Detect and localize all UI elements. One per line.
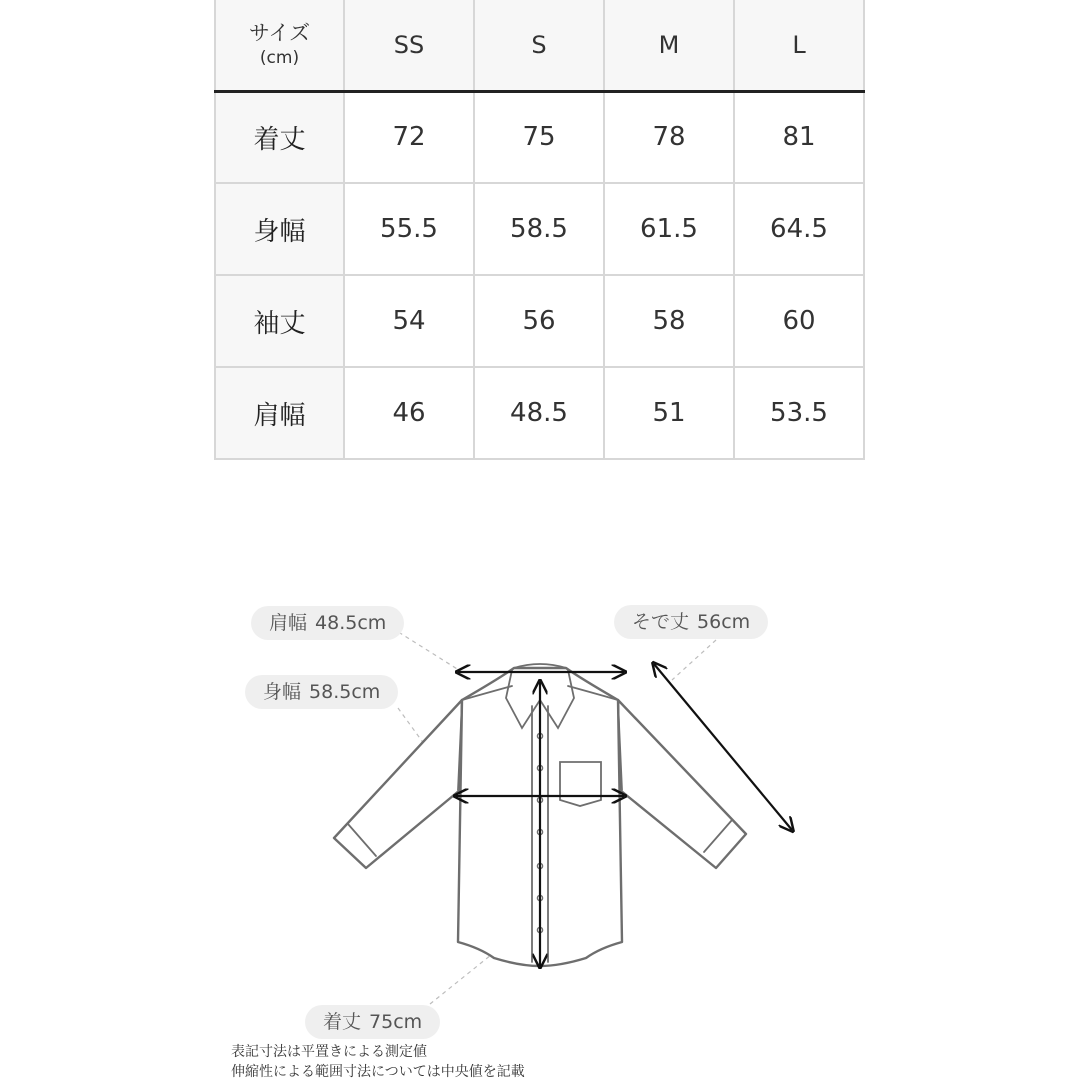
row-label-body-width: 身幅 <box>215 183 344 275</box>
row-label-shoulder: 肩幅 <box>215 367 344 459</box>
sleeve-label-name: そで丈 <box>632 611 690 633</box>
corner-label: サイズ <box>248 20 311 45</box>
table-cell: 72 <box>344 91 474 183</box>
shoulder-label-value: 48.5cm <box>315 612 387 634</box>
table-cell: 75 <box>474 91 604 183</box>
table-cell: 81 <box>734 91 864 183</box>
table-cell: 56 <box>474 275 604 367</box>
note-measurement: 表記寸法は平置きによる測定値 <box>231 1044 427 1060</box>
table-cell: 48.5 <box>474 367 604 459</box>
size-header-ss: SS <box>344 0 474 91</box>
length-label <box>305 1005 440 1039</box>
table-cell: 64.5 <box>734 183 864 275</box>
body-width-label-value: 58.5cm <box>309 681 381 703</box>
length-label-name: 着丈 <box>323 1011 362 1033</box>
table-cell: 46 <box>344 367 474 459</box>
sleeve-label <box>614 605 768 639</box>
table-cell: 54 <box>344 275 474 367</box>
size-header-m: M <box>604 0 734 91</box>
table-cell: 78 <box>604 91 734 183</box>
length-label-value: 75cm <box>369 1011 423 1033</box>
table-cell: 61.5 <box>604 183 734 275</box>
table-cell: 58.5 <box>474 183 604 275</box>
size-header-l: L <box>734 0 864 91</box>
table-cell: 58 <box>604 275 734 367</box>
table-cell: 51 <box>604 367 734 459</box>
shoulder-label <box>251 606 404 640</box>
sleeve-label-value: 56cm <box>697 611 751 633</box>
corner-unit: (cm) <box>259 47 300 68</box>
size-header-s: S <box>474 0 604 91</box>
row-label-length: 着丈 <box>215 91 344 183</box>
shoulder-label-name: 肩幅 <box>269 612 308 634</box>
table-cell: 55.5 <box>344 183 474 275</box>
table-cell: 60 <box>734 275 864 367</box>
table-cell: 53.5 <box>734 367 864 459</box>
note-stretch: 伸縮性による範囲寸法については中央値を記載 <box>231 1064 525 1080</box>
row-label-sleeve: 袖丈 <box>215 275 344 367</box>
body-width-label <box>245 675 398 709</box>
body-width-label-name: 身幅 <box>263 681 302 703</box>
